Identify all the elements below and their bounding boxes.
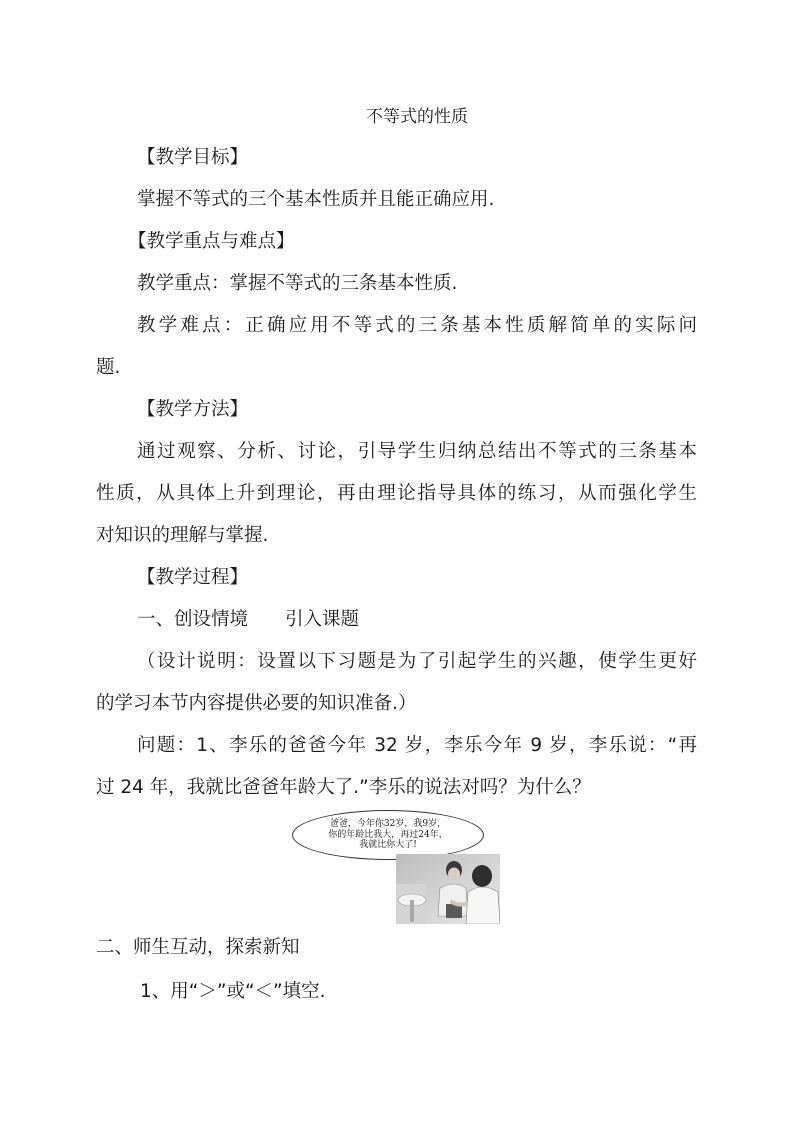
method-text-line3: 对知识的理解与掌握. [96,525,269,546]
key-heading: 【教学重点与难点】 [128,231,295,252]
goal-heading: 【教学目标】 [137,147,249,168]
question-line2: 过 24 年，我就比爸爸年龄大了.”李乐的说法对吗？为什么？ [96,777,591,798]
method-text-line2: 性质，从具体上升到理论，再由理论指导具体的练习，从而强化学生 [96,483,697,504]
bubble-text-line1: 爸爸，今年你32岁，我9岁， [329,819,447,829]
father-son-photo [396,854,500,924]
key-point-text: 教学重点：掌握不等式的三条基本性质. [137,273,458,294]
method-heading: 【教学方法】 [137,399,249,420]
speech-bubble-text [318,819,458,851]
illustration-figure [292,810,504,924]
step1-heading: 一、创设情境 引入课题 [137,609,360,630]
page-title: 不等式的性质 [366,107,468,127]
bubble-text-line3: 我就比你大了! [359,840,417,850]
difficulty-text-line1: 教学难点：正确应用不等式的三条基本性质解简单的实际问 [137,315,697,336]
goal-text: 掌握不等式的三个基本性质并且能正确应用. [137,189,495,210]
step2-heading: 二、师生互动，探索新知 [96,937,300,958]
bubble-text-line2: 你的年龄比我大，再过24年， [328,829,448,840]
design-note-line1: （设计说明：设置以下习题是为了引起学生的兴趣，使学生更好 [137,651,697,672]
difficulty-text-line2: 题. [96,357,121,378]
question-line1: 问题：1、李乐的爸爸今年 32 岁，李乐今年 9 岁，李乐说：“再 [137,735,697,756]
design-note-line2: 的学习本节内容提供必要的知识准备.） [96,693,417,714]
process-heading: 【教学过程】 [137,567,249,588]
method-text-line1: 通过观察、分析、讨论，引导学生归纳总结出不等式的三条基本 [137,441,697,462]
exercise1-text: 1、用“＞”或“＜”填空. [140,981,326,1002]
